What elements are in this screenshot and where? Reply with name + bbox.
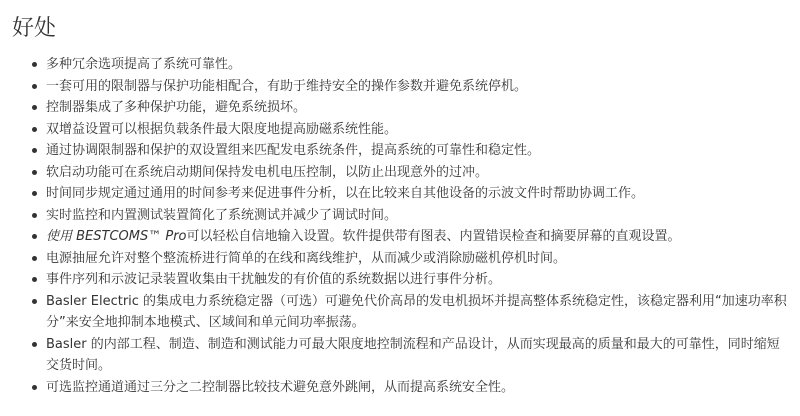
list-item	[30, 119, 788, 141]
list-item-text: 软启动功能可在系统启动期间保持发电机电压控制，以防止出现意外的过冲。	[46, 164, 489, 180]
bullet-icon	[32, 256, 37, 261]
list-item-text: 多种冗余选项提高了系统可靠性。	[46, 57, 242, 72]
software-name-italic: 使用 BESTCOMS™ Pro	[46, 229, 187, 244]
list-item	[30, 291, 788, 334]
list-item	[30, 76, 788, 98]
list-item-text: 控制器集成了多种保护功能，避免系统损坏。	[46, 100, 307, 115]
bullet-icon	[32, 277, 37, 282]
bullet-icon	[32, 213, 37, 218]
bullet-icon	[32, 234, 37, 239]
bullet-icon	[32, 84, 37, 89]
list-item	[30, 54, 788, 76]
list-item-text: 双增益设置可以根据负载条件最大限度地提高励磁系统性能。	[46, 121, 398, 137]
bullet-icon	[32, 62, 37, 67]
bullet-icon	[32, 105, 37, 110]
list-item-text: 电源抽屉允许对整个整流桥进行简单的在线和离线维护，从而减少或消除励磁机停机时间。	[46, 250, 567, 266]
list-item	[30, 334, 788, 377]
list-item	[30, 226, 788, 248]
list-item-text: 通过协调限制器和保护的双设置组来匹配发电系统条件，提高系统的可靠性和稳定性。	[46, 143, 541, 158]
list-item-text: Basler 的内部工程、制造、制造和测试能力可最大限度地控制流程和产品设计，从而实现最高的质量和最大的可靠性，同时缩短交货时间。	[46, 336, 780, 373]
list-item-text: 一套可用的限制器与保护功能相配合，有助于维持安全的操作参数并避免系统停机。	[46, 78, 528, 94]
list-item-text: 可选监控通道通过三分之二控制器比较技术避免意外跳闸，从而提高系统安全性。	[46, 379, 515, 395]
section-heading: 好处	[12, 16, 57, 41]
list-item	[30, 205, 788, 227]
bullet-icon	[32, 170, 37, 175]
benefit-list	[12, 54, 788, 398]
list-item	[30, 269, 788, 291]
list-item	[30, 377, 788, 399]
bullet-icon	[32, 127, 37, 132]
list-item-text: 事件序列和示波记录装置收集由干扰触发的有价值的系统数据以进行事件分析。	[46, 272, 502, 287]
bullet-icon	[32, 385, 37, 390]
list-item	[30, 162, 788, 184]
list-item-text: 时间同步规定通过通用的时间参考来促进事件分析，以在比较来自其他设备的示波文件时帮助协调工作。	[46, 186, 645, 201]
bullet-icon	[32, 299, 37, 304]
bullet-icon	[32, 148, 37, 153]
list-item-text: 实时监控和内置测试装置简化了系统测试并减少了调试时间。	[46, 207, 398, 223]
bullet-icon	[32, 342, 37, 347]
list-item	[30, 140, 788, 162]
list-item-text: Basler Electric 的集成电力系统稳定器（可选）可避免代价高昂的发电机损坏并提高整体系统稳定性，该稳定器利用“加速功率积分”来安全地抑制本地模式、区域间和单元间功率振荡。	[46, 293, 787, 330]
bullet-icon	[32, 191, 37, 196]
list-item	[30, 248, 788, 270]
list-item-text: 可以轻松自信地输入设置。软件提供带有图表、内置错误检查和摘要屏幕的直观设置。	[186, 229, 681, 244]
list-item	[30, 183, 788, 205]
list-item	[30, 97, 788, 119]
